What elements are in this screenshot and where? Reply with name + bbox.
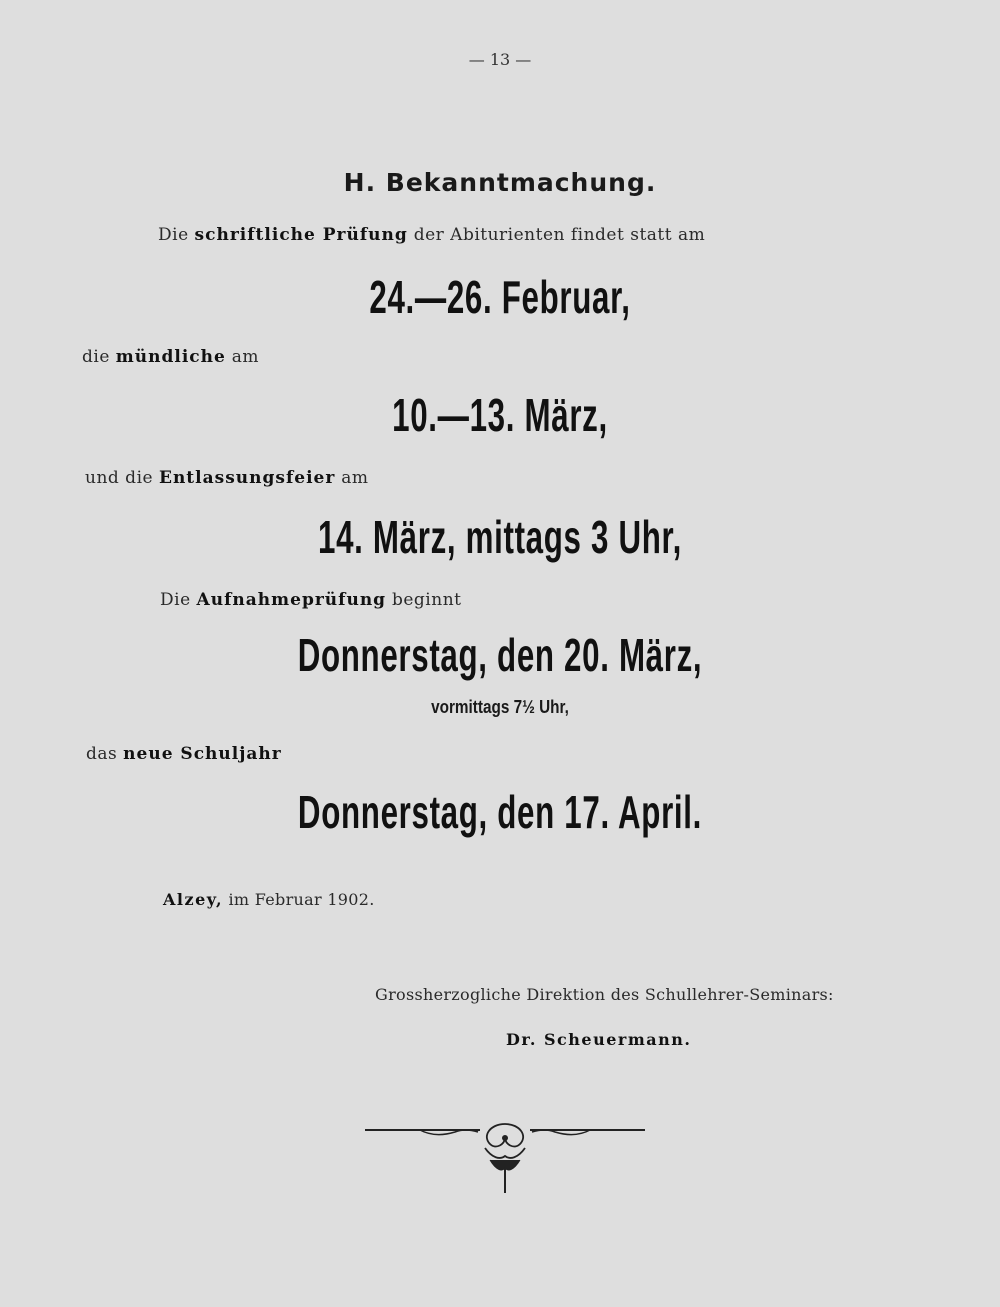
graduation-line: und die Entlassungsfeier am [85, 468, 369, 488]
signature-office: Grossherzogliche Direktion des Schullehrer-Seminars: [375, 985, 834, 1004]
oral-exam-line: die mündliche am [82, 347, 260, 367]
admission-exam-date: Donnerstag, den 20. März, [297, 629, 703, 681]
graduation-date: 14. März, mittags 3 Uhr, [318, 511, 682, 563]
written-exam-line: Die schriftliche Prüfung der Abiturienten findet statt am [158, 225, 706, 245]
page-number: — 13 — [468, 50, 532, 69]
school-year-date: Donnerstag, den 17. April. [297, 786, 703, 838]
page-title: H. Bekanntmachung. [343, 168, 657, 197]
school-year-line: das neue Schuljahr [86, 744, 282, 764]
signature-name: Dr. Scheuermann. [506, 1030, 692, 1049]
written-exam-date: 24.—26. Februar, [369, 271, 631, 323]
admission-exam-time: vormittags 7½ Uhr, [431, 697, 569, 717]
place-date-line: Alzey, im Februar 1902. [163, 890, 375, 909]
oral-exam-date: 10.—13. März, [392, 389, 608, 441]
admission-exam-line: Die Aufnahmeprüfung beginnt [160, 590, 462, 610]
ornament-icon [360, 1118, 650, 1198]
